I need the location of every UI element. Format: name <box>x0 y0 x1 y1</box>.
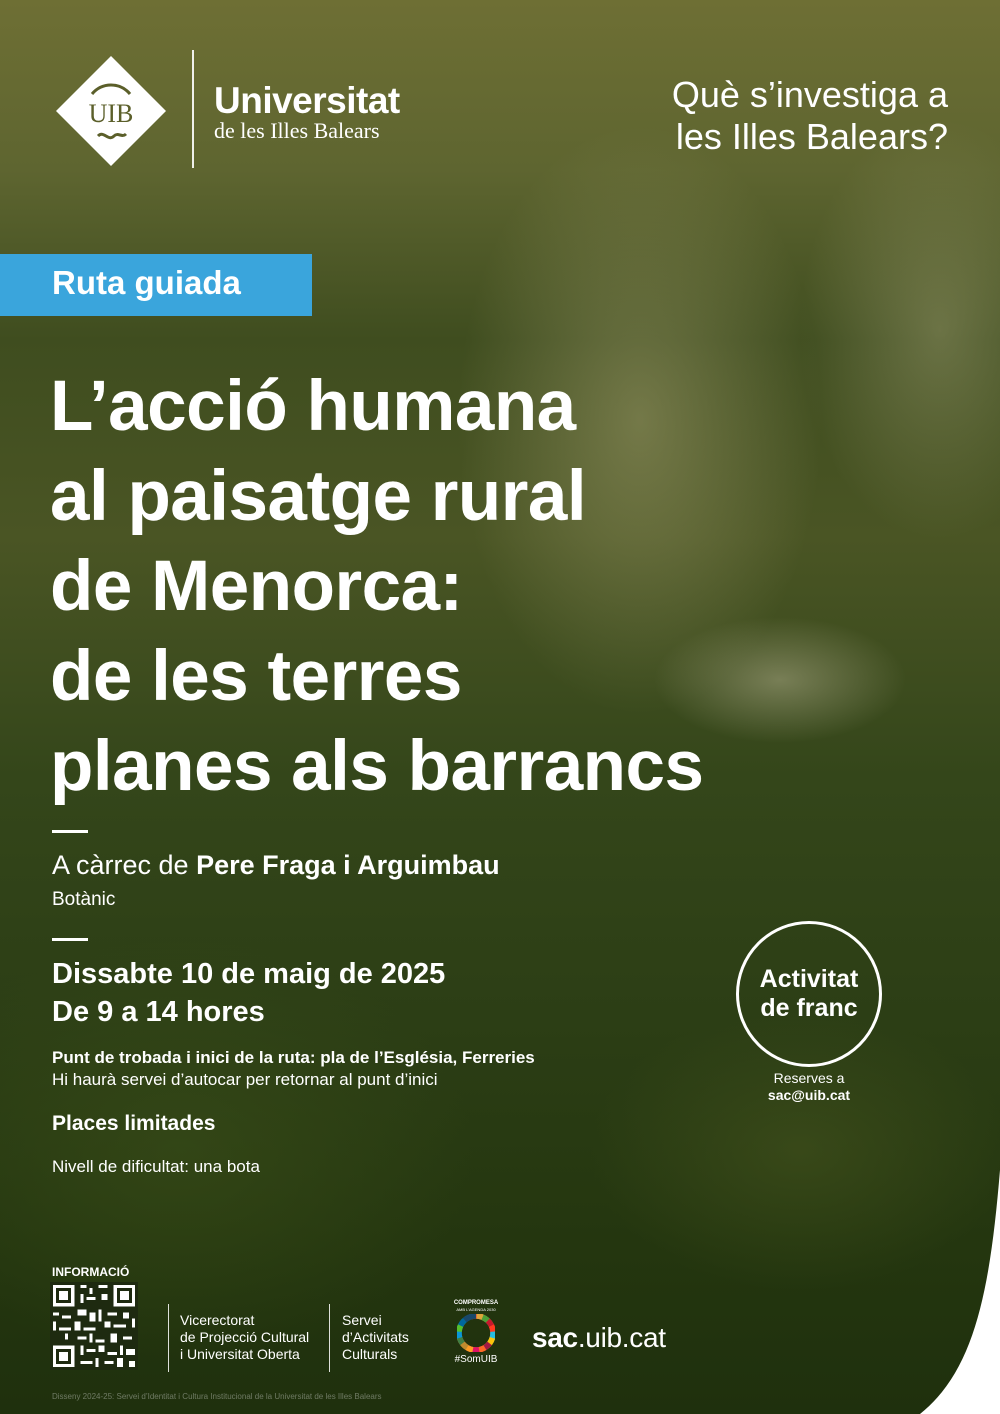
vicerectorat-line: Vicerectorat <box>180 1312 255 1328</box>
sdg-wheel-icon <box>457 1314 495 1352</box>
reserve-email[interactable]: sac@uib.cat <box>767 1087 851 1103</box>
title-line: al paisatge rural <box>50 457 587 536</box>
meeting-info <box>52 1047 535 1091</box>
servei-activitats <box>342 1312 409 1363</box>
uib-logo-text: UIB <box>88 99 134 128</box>
servei-line: Servei <box>342 1312 382 1328</box>
speaker-name: Pere Fraga i Arguimbau <box>196 850 500 880</box>
free-label-line-1: Activitat <box>759 965 859 993</box>
info-label: INFORMACIÓ <box>52 1265 130 1279</box>
uib-logo-icon <box>52 52 170 170</box>
title-line: planes als barrancs <box>50 727 704 806</box>
meeting-point: Punt de trobada i inici de la ruta: pla de l’Església, Ferreries <box>52 1048 535 1067</box>
site-rest: .uib.cat <box>577 1322 666 1353</box>
qr-code-icon[interactable] <box>50 1282 138 1370</box>
reservation-info <box>736 1070 882 1104</box>
free-activity-badge <box>736 921 882 1067</box>
sdg-top-line-2: AMB L’AGENDA 2030 <box>456 1307 496 1312</box>
divider-dash <box>52 830 88 833</box>
vicerectorat-line: i Universitat Oberta <box>180 1346 300 1362</box>
event-date: Dissabte 10 de maig de 2025 <box>52 958 446 990</box>
footer-divider <box>329 1304 330 1372</box>
sdg-hashtag: #SomUIB <box>454 1354 498 1365</box>
event-tag: Ruta guiada <box>52 264 241 301</box>
divider-dash <box>52 938 88 941</box>
title-line: de Menorca: <box>50 547 463 626</box>
vicerectorat <box>180 1312 309 1363</box>
tagline <box>528 74 948 158</box>
website-link[interactable] <box>532 1322 666 1354</box>
reserve-prefix: Reserves a <box>773 1070 845 1086</box>
servei-line: d’Activitats <box>342 1329 409 1345</box>
title-line: de les terres <box>50 637 462 716</box>
site-bold: sac <box>532 1322 578 1353</box>
sdg-top-line-1: COMPROMESA <box>453 1300 499 1306</box>
speaker-prefix: A càrrec de <box>52 850 189 880</box>
vicerectorat-line: de Projecció Cultural <box>180 1329 310 1345</box>
speaker-role: Botànic <box>52 889 116 910</box>
title-line: L’acció humana <box>50 367 576 446</box>
university-name: Universitat <box>214 80 400 121</box>
footer-divider <box>168 1304 169 1372</box>
difficulty-level: Nivell de dificultat: una bota <box>52 1157 260 1176</box>
university-subtitle: de les Illes Balears <box>214 118 380 143</box>
event-datetime <box>52 955 445 1031</box>
speaker-line <box>52 850 500 881</box>
free-label-line-2: de franc <box>760 994 858 1022</box>
servei-line: Culturals <box>342 1346 398 1362</box>
event-time: De 9 a 14 hores <box>52 996 265 1028</box>
event-title <box>50 362 704 812</box>
tagline-line-1: Què s’investiga a <box>671 74 948 115</box>
bus-note: Hi haurà servei d’autocar per retornar al punt d’inici <box>52 1070 438 1089</box>
agenda-2030-badge <box>448 1300 504 1380</box>
places-limited: Places limitades <box>52 1112 216 1135</box>
tagline-line-2: les Illes Balears? <box>675 116 948 157</box>
design-credit: Disseny 2024-25: Servei d’Identitat i Cultura Institucional de la Universitat de les Illes Balears <box>52 1392 382 1401</box>
logo-divider <box>192 50 194 168</box>
